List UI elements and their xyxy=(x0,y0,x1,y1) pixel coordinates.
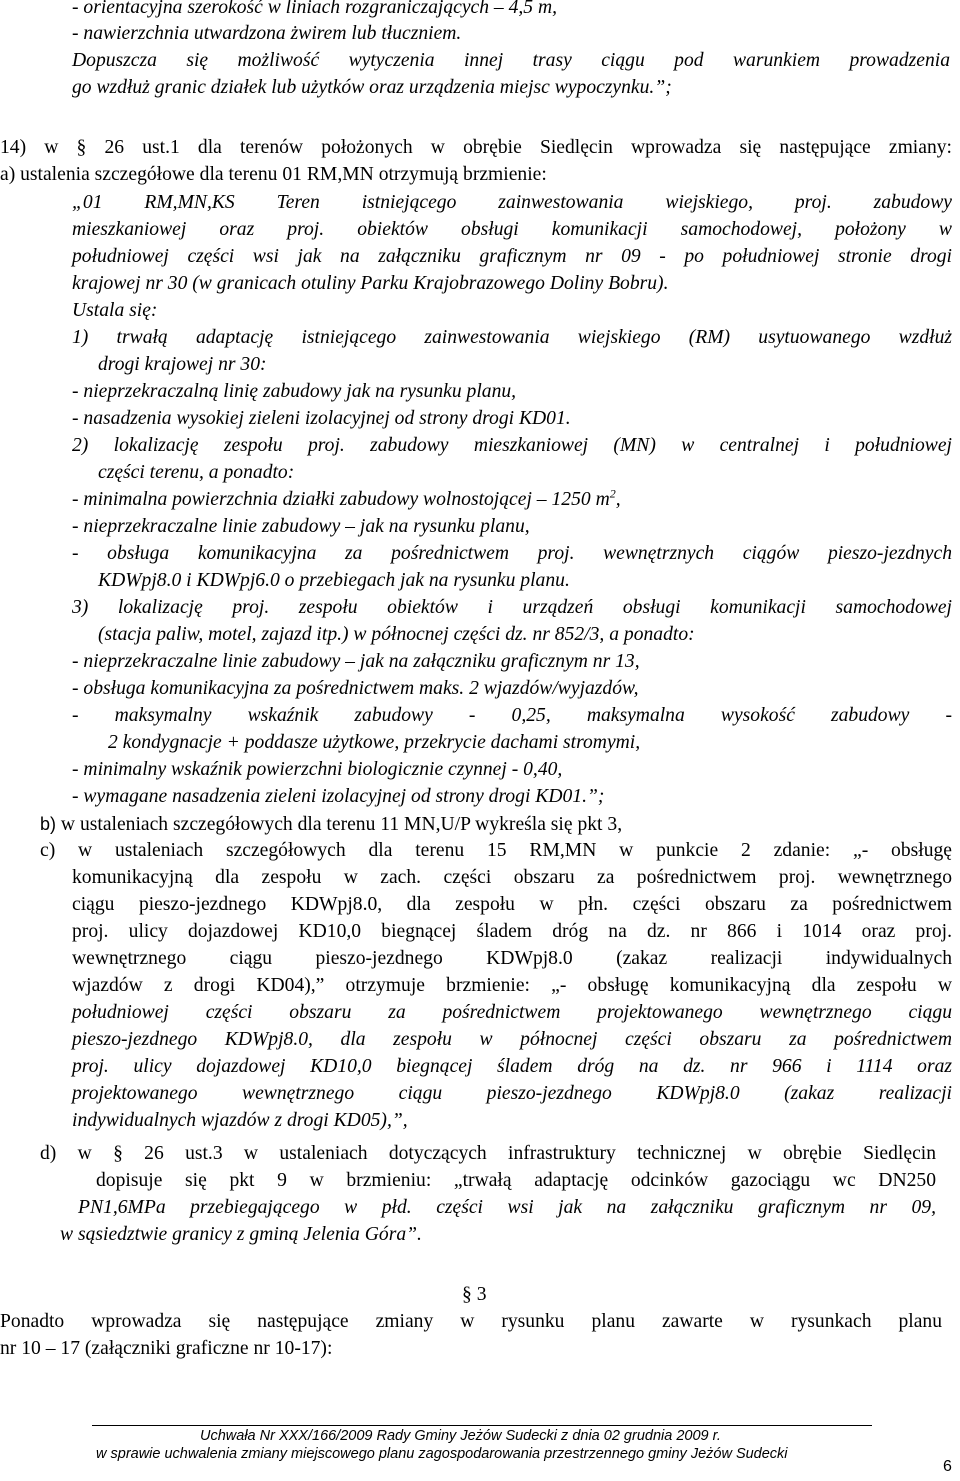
list-item: - nieprzekraczalną linię zabudowy jak na rysunku planu, xyxy=(72,381,517,402)
list-item: - nasadzenia wysokiej zieleni izolacyjnej od strony drogi KD01. xyxy=(72,408,571,429)
text-line: Ponadto wprowadza się następujące zmiany w rysunku planu zawarte w rysunkach planu xyxy=(0,1311,942,1332)
list-item: - minimalny wskaźnik powierzchni biologicznie czynnej - 0,40, xyxy=(72,759,563,780)
item-d-line: PN1,6MPa przebiegającego w płd. części wsi jak na załączniku graficznym nr 09, xyxy=(78,1197,936,1218)
item-c-line: pieszo-jezdnego KDWpj8.0, dla zespołu w północnej części obszaru za pośrednictwem xyxy=(72,1029,952,1050)
item-c-line: południowej części obszaru za pośrednictwem projektowanego wewnętrznego ciągu xyxy=(72,1002,952,1023)
list-item: - obsługa komunikacyjna za pośrednictwem maks. 2 wjazdów/wyjazdów, xyxy=(72,678,639,699)
list-item: (stacja paliw, motel, zajazd itp.) w północnej części dz. nr 852/3, a ponadto: xyxy=(98,624,695,645)
text-line: - orientacyjna szerokość w liniach rozgraniczających – 4,5 m, xyxy=(72,0,558,18)
superscript: 2 xyxy=(609,486,616,501)
text-line: „01 RM,MN,KS Teren istniejącego zainwestowania wiejskiego, proj. zabudowy xyxy=(72,192,952,213)
footer-divider xyxy=(92,1425,872,1426)
text-line: mieszkaniowej oraz proj. obiektów obsługi komunikacji samochodowej, położony w xyxy=(72,219,952,240)
text-line: Dopuszcza się możliwość wytyczenia innej trasy ciągu pod warunkiem prowadzenia xyxy=(72,50,950,71)
footer-line: Uchwała Nr XXX/166/2009 Rady Gminy Jeżów Sudecki z dnia 02 grudnia 2009 r. xyxy=(200,1428,721,1444)
item-c-line: projektowanego wewnętrznego ciągu pieszo-jezdnego KDWpj8.0 (zakaz realizacji xyxy=(72,1083,952,1104)
item-d-line: dopisuje się pkt 9 w brzmieniu: „trwałą adaptację odcinków gazociągu wc DN250 xyxy=(96,1170,936,1191)
list-item: 2) lokalizację zespołu proj. zabudowy mieszkaniowej (MN) w centralnej i południowej xyxy=(72,435,952,456)
list-item: - obsługa komunikacyjna za pośrednictwem proj. wewnętrznych ciągów pieszo-jezdnych xyxy=(72,543,952,564)
item-c-line: proj. ulicy dojazdowej KD10,0 biegnącej śladem dróg na dz. nr 966 i 1114 oraz xyxy=(72,1056,952,1077)
text-line: - nawierzchnia utwardzona żwirem lub tłuczniem. xyxy=(72,23,462,44)
list-item: 1) trwałą adaptację istniejącego zainwestowania wiejskiego (RM) usytuowanego wzdłuż xyxy=(72,327,952,348)
item-c-line: c) w ustaleniach szczegółowych dla terenu 15 RM,MN w punkcie 2 zdanie: „- obsługę xyxy=(40,840,952,861)
list-item: - wymagane nasadzenia zieleni izolacyjnej od strony drogi KD01.”; xyxy=(72,786,605,807)
item-b-text: w ustaleniach szczegółowych dla terenu 11 MN,U/P wykreśla się pkt 3, xyxy=(60,814,623,835)
list-item: - maksymalny wskaźnik zabudowy - 0,25, maksymalna wysokość zabudowy - xyxy=(72,705,952,726)
item-c-line: wewnętrznego ciągu pieszo-jezdnego KDWpj8.0 (zakaz realizacji indywidualnych xyxy=(72,948,952,969)
item-a-heading: a) ustalenia szczegółowe dla terenu 01 RM,MN otrzymują brzmienie: xyxy=(0,164,547,185)
text-line: nr 10 – 17 (załączniki graficzne nr 10-17): xyxy=(0,1338,333,1359)
list-item xyxy=(72,487,621,513)
list-item: 3) lokalizację proj. zespołu obiektów i urządzeń obsługi komunikacji samochodowej xyxy=(72,597,952,618)
footer-line: w sprawie uchwalenia zmiany miejscowego planu zagospodarowania przestrzennego gminy Jeżów Sudecki xyxy=(96,1446,788,1462)
item-c-line: proj. ulicy dojazdowej KD10,0 biegnącej śladem dróg na dz. nr 866 i 1014 oraz proj. xyxy=(72,921,952,942)
text-line: Ustala się: xyxy=(72,300,158,321)
list-item: 2 kondygnacje + poddasze użytkowe, przekrycie dachami stromymi, xyxy=(108,732,641,753)
text-line: południowej części wsi jak na załączniku graficznym nr 09 - po południowej stronie drogi xyxy=(72,246,952,267)
list-item: KDWpj8.0 i KDWpj6.0 o przebiegach jak na rysunku planu. xyxy=(98,570,570,591)
list-item: części terenu, a ponadto: xyxy=(98,462,295,483)
list-item: - nieprzekraczalne linie zabudowy – jak na rysunku planu, xyxy=(72,516,530,537)
item-c-line: ciągu pieszo-jezdnego KDWpj8.0, dla zespołu w płn. części obszaru za pośrednictwem xyxy=(72,894,952,915)
point-14-heading: 14) w § 26 ust.1 dla terenów położonych w obrębie Siedlęcin wprowadza się następujące zmiany: xyxy=(0,137,952,158)
text-line: krajowej nr 30 (w granicach otuliny Parku Krajobrazowego Doliny Bobru). xyxy=(72,273,669,294)
list-item-text: - minimalna powierzchnia działki zabudowy wolnostojącej – 1250 m xyxy=(72,489,610,510)
item-c-line: komunikacyjną dla zespołu w zach. części obszaru za pośrednictwem proj. wewnętrznego xyxy=(72,867,952,888)
text-line: go wzdłuż granic działek lub użytków oraz urządzenia miejsc wypoczynku.”; xyxy=(72,77,672,98)
list-item: drogi krajowej nr 30: xyxy=(98,354,267,375)
item-c-line: indywidualnych wjazdów z drogi KD05),”, xyxy=(72,1110,408,1131)
list-item-tail: , xyxy=(615,489,621,510)
list-item: - nieprzekraczalne linie zabudowy – jak na załączniku graficznym nr 13, xyxy=(72,651,640,672)
section-heading: § 3 xyxy=(462,1284,487,1305)
item-c-line: wjazdów z drogi KD04),” otrzymuje brzmienie: „- obsługę komunikacyjną dla zespołu w xyxy=(72,975,952,996)
item-b-label: b) xyxy=(40,814,57,834)
item-d-line: w sąsiedztwie granicy z gminą Jelenia Góra”. xyxy=(60,1224,422,1245)
item-b xyxy=(40,811,622,838)
item-d-line: d) w § 26 ust.3 w ustaleniach dotyczących infrastruktury technicznej w obrębie Siedlęcin xyxy=(40,1143,936,1164)
page-number: 6 xyxy=(943,1458,952,1475)
